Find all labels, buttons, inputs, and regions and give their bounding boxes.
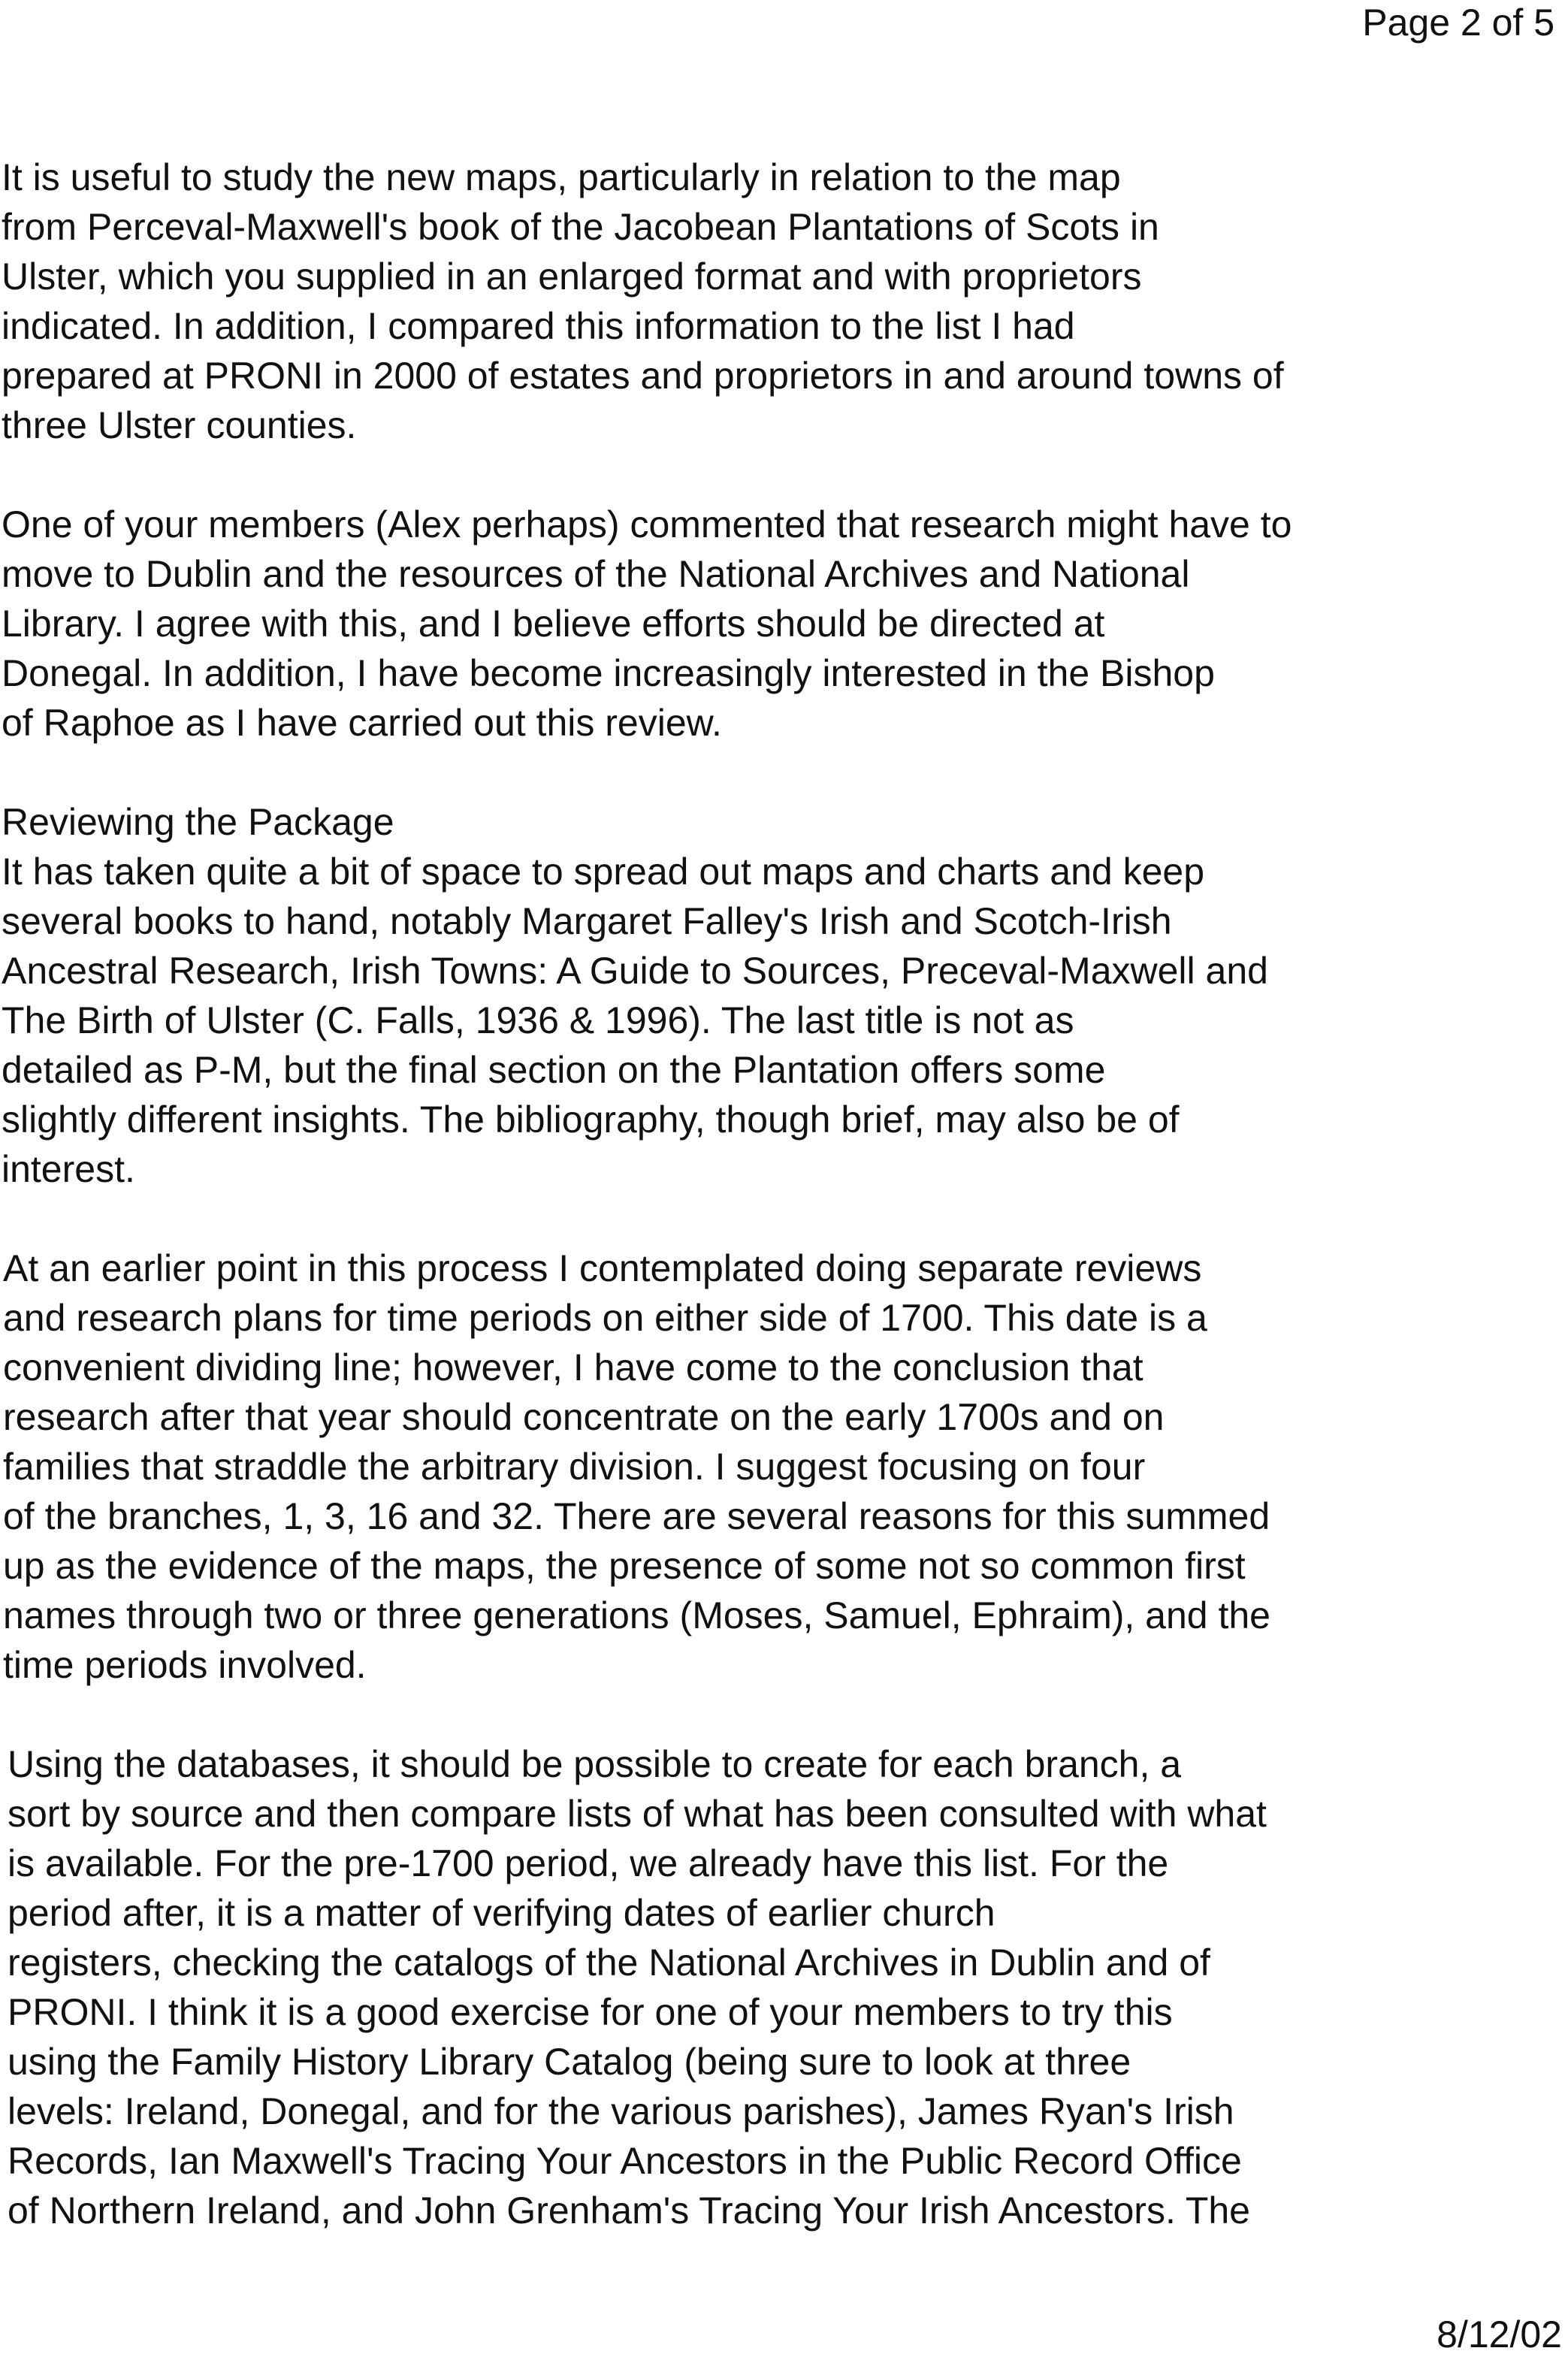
text-line: period after, it is a matter of verifying dates of earlier church (8, 1892, 995, 1934)
text-line: One of your members (Alex perhaps) commented that research might have to (2, 503, 1292, 545)
text-line: time periods involved. (3, 1644, 367, 1686)
text-line: detailed as P-M, but the final section on the Plantation offers some (2, 1049, 1106, 1091)
text-line: registers, checking the catalogs of the National Archives in Dublin and of (8, 1942, 1210, 1984)
text-line: prepared at PRONI in 2000 of estates and proprietors in and around towns of (2, 355, 1284, 397)
text-line: move to Dublin and the resources of the National Archives and National (2, 553, 1190, 595)
text-line: indicated. In addition, I compared this information to the list I had (2, 305, 1075, 347)
text-line: Ulster, which you supplied in an enlarged format and with proprietors (2, 255, 1142, 298)
text-line: interest. (2, 1148, 135, 1190)
text-line: levels: Ireland, Donegal, and for the various parishes), James Ryan's Irish (8, 2090, 1234, 2132)
text-line: At an earlier point in this process I contemplated doing separate reviews (3, 1247, 1202, 1289)
text-line: of the branches, 1, 3, 16 and 32. There are several reasons for this summed (3, 1495, 1270, 1537)
paragraph-spacer (0, 1690, 1548, 1739)
footer-date: 8/12/02 (1437, 2313, 1562, 2355)
text-line: names through two or three generations (Moses, Samuel, Ephraim), and the (3, 1594, 1270, 1636)
text-line: convenient dividing line; however, I have come to the conclusion that (3, 1346, 1144, 1389)
paragraph-intro (2, 153, 1548, 450)
text-line: It is useful to study the new maps, particularly in relation to the map (2, 156, 1121, 198)
text-line: Using the databases, it should be possible to create for each branch, a (8, 1743, 1182, 1785)
text-line: It has taken quite a bit of space to spread out maps and charts and keep (2, 851, 1205, 893)
text-line: slightly different insights. The bibliography, though brief, may also be of (2, 1098, 1180, 1141)
paragraph-reviewing-package (2, 797, 1548, 1194)
document-body (0, 153, 1548, 2235)
page-number: Page 2 of 5 (1362, 2, 1554, 44)
text-line: PRONI. I think it is a good exercise for one of your members to try this (8, 1991, 1173, 2033)
text-line: The Birth of Ulster (C. Falls, 1936 & 1996). The last title is not as (2, 999, 1074, 1041)
text-line: families that straddle the arbitrary division. I suggest focusing on four (3, 1446, 1146, 1488)
paragraph-spacer (0, 450, 1548, 500)
text-line: Donegal. In addition, I have become increasingly interested in the Bishop (2, 652, 1215, 694)
text-line: three Ulster counties. (2, 404, 357, 446)
text-line: from Perceval-Maxwell's book of the Jacobean Plantations of Scots in (2, 206, 1159, 248)
text-line: of Northern Ireland, and John Grenham's Tracing Your Irish Ancestors. The (8, 2189, 1250, 2232)
paragraph-databases (8, 1739, 1548, 2235)
paragraph-time-periods (3, 1243, 1548, 1690)
text-line: up as the evidence of the maps, the presence of some not so common first (3, 1545, 1246, 1587)
section-heading: Reviewing the Package (2, 801, 394, 843)
text-line: of Raphoe as I have carried out this review. (2, 702, 722, 744)
paragraph-spacer (0, 1194, 1548, 1243)
text-line: and research plans for time periods on either side of 1700. This date is a (3, 1297, 1207, 1339)
text-line: sort by source and then compare lists of what has been consulted with what (8, 1793, 1267, 1835)
text-line: several books to hand, notably Margaret Falley's Irish and Scotch-Irish (2, 900, 1172, 942)
paragraph-spacer (0, 748, 1548, 797)
text-line: using the Family History Library Catalog (being sure to look at three (8, 2041, 1131, 2083)
text-line: Ancestral Research, Irish Towns: A Guide to Sources, Preceval-Maxwell and (2, 950, 1268, 992)
text-line: is available. For the pre-1700 period, we already have this list. For the (8, 1842, 1169, 1884)
paragraph-dublin (2, 500, 1548, 748)
text-line: Library. I agree with this, and I believe efforts should be directed at (2, 603, 1105, 645)
text-line: research after that year should concentrate on the early 1700s and on (3, 1396, 1165, 1438)
text-line: Records, Ian Maxwell's Tracing Your Ancestors in the Public Record Office (8, 2140, 1242, 2182)
